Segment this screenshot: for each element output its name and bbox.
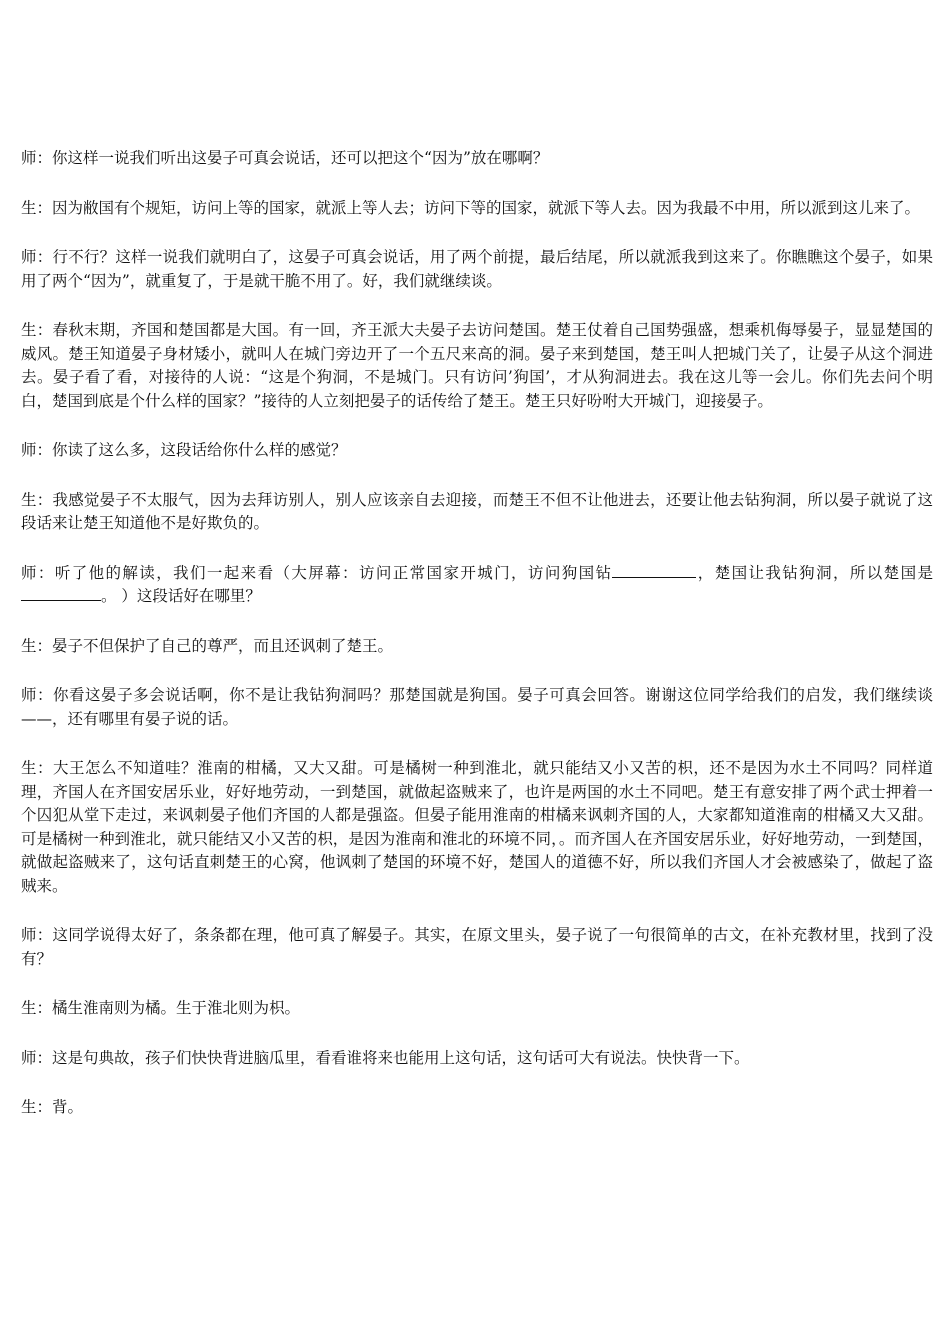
paragraph-text: 大王怎么不知道哇？淮南的柑橘，又大又甜。可是橘树一种到淮北，就只能结又小又苦的枳，还不是因为水土不同吗？同样道理，齐国人在齐国安居乐业，好好地劳动，一到楚国，就做起盗贼来了，也许是两国的水土不同吧。楚王有意安排了两个武士押着一个囚犯从堂下走过，来讽刺晏子他们齐国的人都是强盗。但晏子能用淮南的柑橘来讽刺齐国的人，大家都知道淮南的柑橘又大又甜。可是橘树一种到淮北，就只能结又小又苦的枳，是因为淮南和淮北的环境不同，。而齐国人在齐国安居乐业，好好地劳动，一到楚国，就做起盗贼来了，这句话直刺楚王的心窝，他讽刺了楚国的环境不好，楚国人的道德不好，所以我们齐国人才会被感染了，做起了盗贼来。 [21,759,933,895]
speaker-separator: ： [36,636,53,655]
paragraph-text: 这同学说得太好了，条条都在理，他可真了解晏子。其实，在原文里头，晏子说了一句很简单的古文，在补充教材里，找到了没有？ [21,926,933,968]
transcript-paragraph [21,924,933,971]
speaker-separator: ： [36,321,53,339]
paragraph-text: 橘生淮南则为橘。生于淮北则为枳。 [52,999,301,1017]
speaker-label: 生 [21,759,38,777]
transcript-paragraph [21,635,933,659]
paragraph-text-part: 听了他的解读，我们一起来看（大屏幕：访问正常国家开城门，访问狗国钻 [54,563,613,582]
speaker-label: 生 [21,490,37,509]
speaker-label: 师 [21,563,38,582]
lesson-transcript [21,147,933,1146]
speaker-separator: ： [36,490,53,509]
speaker-label: 师 [21,248,37,266]
speaker-separator: ： [36,999,53,1017]
transcript-paragraph [21,684,933,731]
speaker-label: 师 [21,149,37,167]
transcript-paragraph [21,1047,933,1071]
speaker-label: 师 [21,441,37,459]
paragraph-text: 春秋末期，齐国和楚国都是大国。有一回，齐王派大夫晏子去访问楚国。楚王仗着自己国势强盛，想乘机侮辱晏子，显显楚国的威风。楚王知道晏子身材矮小，就叫人在城门旁边开了一个五尺来高的洞。晏子来到楚国，楚王叫人把城门关了，让晏子从这个洞进去。晏子看了看，对接待的人说：“这是个狗洞，不是城门。只有访问’狗国’，才从狗洞进去。我在这儿等一会儿。你们先去问个明白，楚国到底是个什么样的国家？”接待的人立刻把晏子的话传给了楚王。楚王只好吩咐大开城门，迎接晏子。 [21,321,933,410]
transcript-paragraph [21,319,933,413]
speaker-label: 师 [21,686,38,704]
paragraph-text: 你读了这么多，这段话给你什么样的感觉？ [52,441,347,459]
paragraph-text: 这是句典故，孩子们快快背进脑瓜里，看看谁将来也能用上这句话，这句话可大有说法。快快背一下。 [52,1048,750,1067]
speaker-separator: ： [37,563,55,582]
paragraph-text: 你看这晏子多会说话啊，你不是让我钻狗洞吗？那楚国就是狗国。晏子可真会回答。谢谢这位同学给我们的启发，我们继续谈——，还有哪里有晏子说的话。 [21,686,933,728]
speaker-label: 生 [21,1098,37,1116]
transcript-paragraph [21,997,933,1021]
speaker-label: 师 [21,1048,37,1067]
fill-in-blank [21,586,101,601]
speaker-label: 生 [21,198,37,217]
speaker-label: 师 [21,926,37,944]
transcript-paragraph [21,489,933,536]
paragraph-text: 晏子不但保护了自己的尊严，而且还讽刺了楚王。 [52,636,394,655]
speaker-separator: ： [36,198,53,217]
transcript-paragraph [21,197,933,221]
speaker-label: 生 [21,999,37,1017]
speaker-separator: ： [37,686,54,704]
speaker-separator: ： [36,926,53,944]
transcript-paragraph [21,562,933,609]
transcript-paragraph [21,1096,933,1120]
speaker-separator: ： [36,1098,53,1116]
paragraph-text-part: 。 ）这段话好在哪里？ [101,587,261,605]
paragraph-text: 行不行？这样一说我们就明白了，这晏子可真会说话，用了两个前提，最后结尾，所以就派我到这来了。你瞧瞧这个晏子，如果用了两个“因为”，就重复了，于是就干脆不用了。好，我们就继续谈。 [21,248,933,290]
paragraph-text: 背。 [52,1098,84,1116]
transcript-paragraph [21,246,933,293]
paragraph-text: 因为敝国有个规矩，访问上等的国家，就派上等人去；访问下等的国家，就派下等人去。因为我最不中用，所以派到这儿来了。 [52,198,921,217]
paragraph-text-part: ，楚国让我钻狗洞，所以楚国是 [696,563,933,582]
speaker-separator: ： [37,759,54,777]
transcript-paragraph [21,147,933,171]
speaker-label: 生 [21,321,37,339]
speaker-separator: ： [36,149,53,167]
speaker-separator: ： [36,248,53,266]
paragraph-text: 你这样一说我们听出这晏子可真会说话，还可以把这个“因为”放在哪啊？ [52,149,549,167]
paragraph-text: 我感觉晏子不太服气，因为去拜访别人，别人应该亲自去迎接，而楚王不但不让他进去，还要让他去钻狗洞，所以晏子就说了这段话来让楚王知道他不是好欺负的。 [21,490,933,532]
fill-in-blank [612,563,696,578]
transcript-paragraph [21,757,933,898]
speaker-separator: ： [36,441,53,459]
speaker-separator: ： [36,1048,53,1067]
speaker-label: 生 [21,636,37,655]
transcript-paragraph [21,439,933,463]
